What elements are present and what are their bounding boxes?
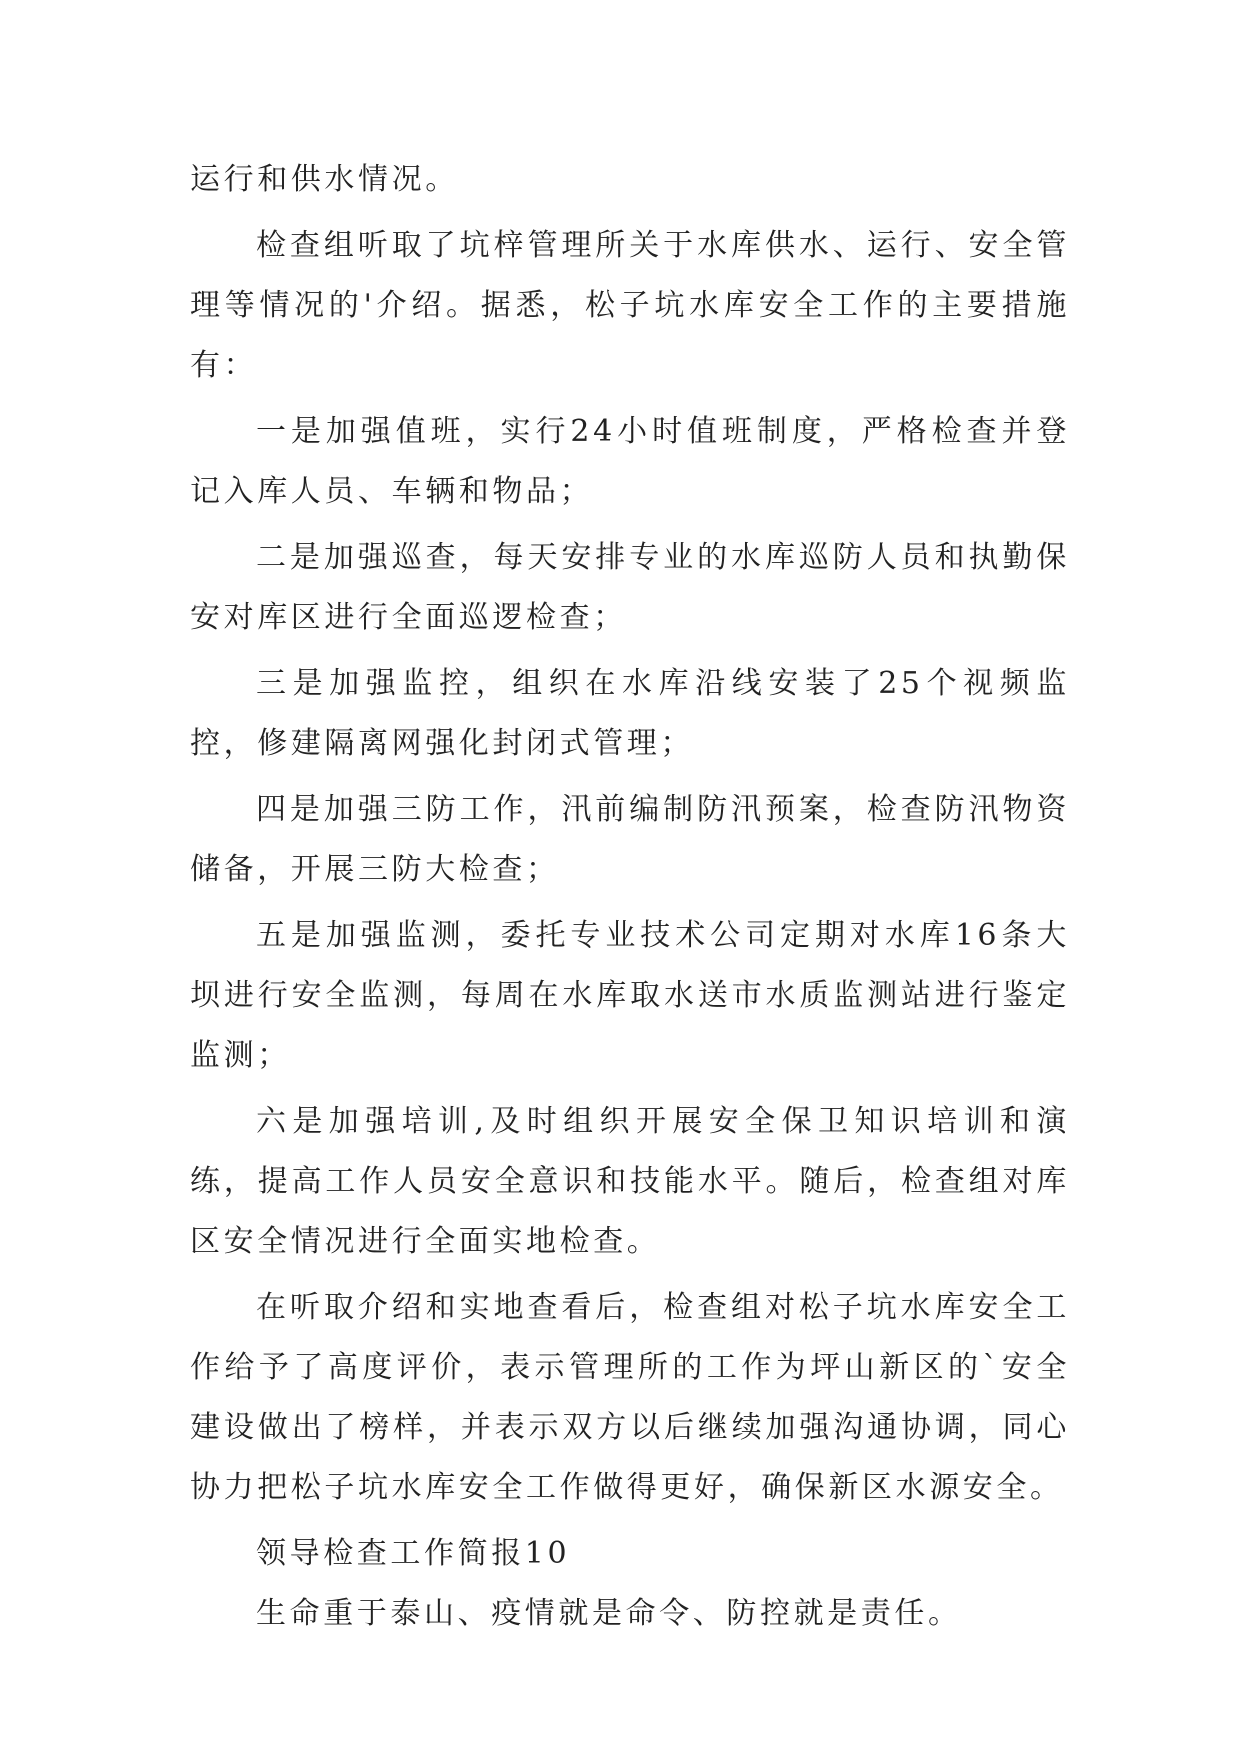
paragraph-opening: 生命重于泰山、疫情就是命令、防控就是责任。 — [256, 1596, 962, 1631]
paragraph-intro: 检查组听取了坑梓管理所关于水库供水、运行、安全管理等情况的'介绍。据悉，松子坑水库安全工作的主要措施有： — [190, 228, 1070, 383]
paragraph-measure-4: 四是加强三防工作，汛前编制防汛预案，检查防汛物资储备，开展三防大检查； — [190, 792, 1070, 887]
section-heading: 领导检查工作简报10 — [256, 1536, 571, 1571]
document-body — [190, 150, 1070, 1650]
paragraph-measure-1: 一是加强值班，实行24小时值班制度，严格检查并登记入库人员、车辆和物品； — [190, 414, 1070, 509]
paragraph-measure-6: 六是加强培训,及时组织开展安全保卫知识培训和演练，提高工作人员安全意识和技能水平。随后，检查组对库区安全情况进行全面实地检查。 — [190, 1104, 1070, 1259]
paragraph-measure-2: 二是加强巡查，每天安排专业的水库巡防人员和执勤保安对库区进行全面巡逻检查； — [190, 540, 1070, 635]
paragraph-measure-3: 三是加强监控，组织在水库沿线安装了25个视频监控，修建隔离网强化封闭式管理； — [190, 666, 1070, 761]
paragraph-measure-5: 五是加强监测，委托专业技术公司定期对水库16条大坝进行安全监测，每周在水库取水送市水质监测站进行鉴定监测； — [190, 918, 1070, 1073]
paragraph-continuation: 运行和供水情况。 — [190, 162, 459, 197]
paragraph-conclusion: 在听取介绍和实地查看后，检查组对松子坑水库安全工作给予了高度评价，表示管理所的工作为坪山新区的`安全建设做出了榜样，并表示双方以后继续加强沟通协调，同心协力把松子坑水库安全工作做得更好，确保新区水源安全。 — [190, 1290, 1070, 1505]
